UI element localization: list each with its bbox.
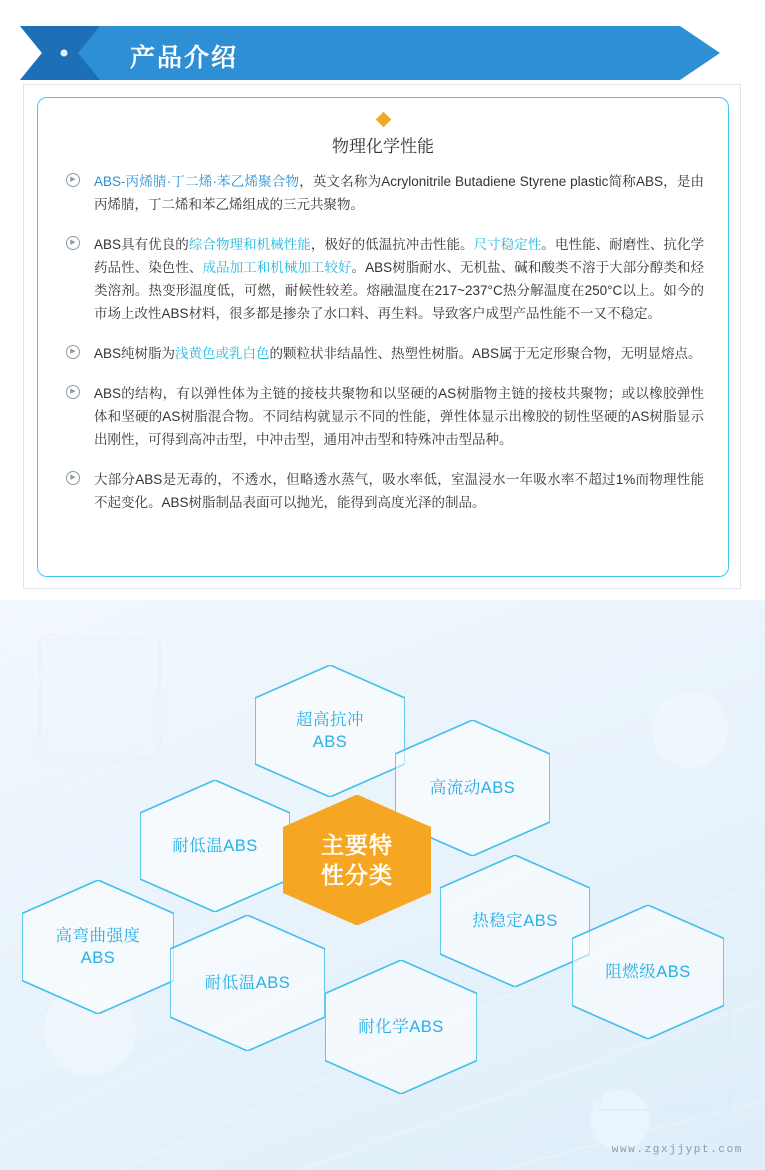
hex-label-line1: 热稳定ABS <box>472 912 558 930</box>
hex-center-main-categories[interactable] <box>283 795 431 925</box>
hex-label <box>170 915 325 1051</box>
hex-label-line1: 阻燃级ABS <box>605 963 691 981</box>
hex-ultra-high-impact[interactable] <box>255 665 405 797</box>
bullet-abs-definition <box>64 170 704 216</box>
bullet-abs-toxicity <box>64 468 704 514</box>
hex-label <box>255 665 405 797</box>
bullet-text-segment: 成品加工和机械加工较好 <box>202 260 352 275</box>
bullet-abs-properties <box>64 233 704 325</box>
hex-label-line1: 耐化学ABS <box>358 1018 444 1036</box>
bullet-text-segment: ，英文名称为Acrylonitrile Butadiene Styrene plastic简称ABS，是由丙烯腈，丁二烯和苯乙烯组成的三元共聚物。 <box>94 174 704 212</box>
bullet-arrow-icon <box>66 345 80 359</box>
hex-label-line1: 超高抗冲 <box>296 711 364 729</box>
bullet-abs-structure <box>64 382 704 451</box>
hex-low-temperature-2[interactable] <box>170 915 325 1051</box>
card-subtitle: 物理化学性能 <box>332 137 434 156</box>
bullet-abs-resin-color <box>64 342 704 365</box>
hex-center-label <box>283 795 431 925</box>
hex-label-line1: 耐低温ABS <box>172 837 258 855</box>
intro-card-inner <box>37 97 729 577</box>
bullet-arrow-icon <box>66 385 80 399</box>
hex-label <box>440 855 590 987</box>
watermark: www.zgxjjypt.com <box>611 1144 743 1156</box>
bullet-list <box>64 170 704 531</box>
hex-label-line2: ABS <box>80 949 116 967</box>
bullet-text-segment: 。电性能、耐磨性、抗化学药品性、染色性、 <box>94 237 705 275</box>
bullet-text-segment: ABS的结构，有以弹性体为主链的接枝共聚物和以坚硬的AS树脂物主链的接枝共聚物；或以橡胶弹性体和坚硬的AS树脂混合物。不同结构就显示不同的性能，弹性体显示出橡胶的韧性坚硬的AS树脂显示出刚性，可得到高冲击型，中冲击型，通用冲击型和特殊冲击型品种。 <box>94 386 704 447</box>
bullet-arrow-icon <box>66 173 80 187</box>
bullet-arrow-icon <box>66 236 80 250</box>
section-banner <box>20 26 720 80</box>
hex-label <box>22 880 174 1014</box>
page-title: 产品介绍 <box>130 44 239 72</box>
hex-label <box>572 905 724 1039</box>
hex-center-label-line2: 性分类 <box>321 862 393 888</box>
bullet-text-segment: 的颗粒状非结晶性、热塑性树脂。ABS属于无定形聚合物，无明显熔点。 <box>269 346 702 361</box>
hex-label-line1: 高弯曲强度 <box>55 927 141 945</box>
bullet-text-segment: ABS纯树脂为 <box>94 346 176 361</box>
hex-label-line1: 高流动ABS <box>429 779 516 797</box>
hex-label-line2: ABS <box>312 733 348 751</box>
hex-high-flexural-strength[interactable] <box>22 880 174 1014</box>
bullet-text-segment: ，极好的低温抗冲击性能。 <box>310 237 474 252</box>
bullet-text-segment: 大部分ABS是无毒的，不透水，但略透水蒸气，吸水率低，室温浸水一年吸水率不超过1%而物理性能不起变化。ABS树脂制品表面可以抛光，能得到高度光泽的制品。 <box>94 472 704 510</box>
diamond-icon <box>376 112 392 128</box>
hex-heat-stable[interactable] <box>440 855 590 987</box>
features-section <box>0 600 765 1170</box>
bullet-text-segment: 。ABS树脂耐水、无机盐、碱和酸类不溶于大部分醇类和烃类溶剂。热变形温度低，可燃，耐候性较差。熔融温度在217~237°C热分解温度在250°C以上。如今的市场上改性ABS材料，很多都是掺杂了水口料、再生料。导致客户成型产品性能不一又不稳定。 <box>94 260 705 321</box>
bullet-text-segment: 尺寸稳定性 <box>473 237 542 252</box>
hex-flame-retardant[interactable] <box>572 905 724 1039</box>
hex-center-label-line1: 主要特 <box>321 832 393 858</box>
bullet-text-segment: 综合物理和机械性能 <box>188 237 311 252</box>
bullet-text-segment: ABS具有优良的 <box>94 237 189 252</box>
hex-label-line1: 耐低温ABS <box>204 974 291 992</box>
intro-card <box>23 84 741 589</box>
bullet-text-segment: 浅黄色或乳白色 <box>175 346 270 361</box>
bullet-text-segment: ABS-丙烯腈·丁二烯·苯乙烯聚合物 <box>94 174 300 189</box>
hexagon-diagram <box>0 600 765 1170</box>
bullet-arrow-icon <box>66 471 80 485</box>
